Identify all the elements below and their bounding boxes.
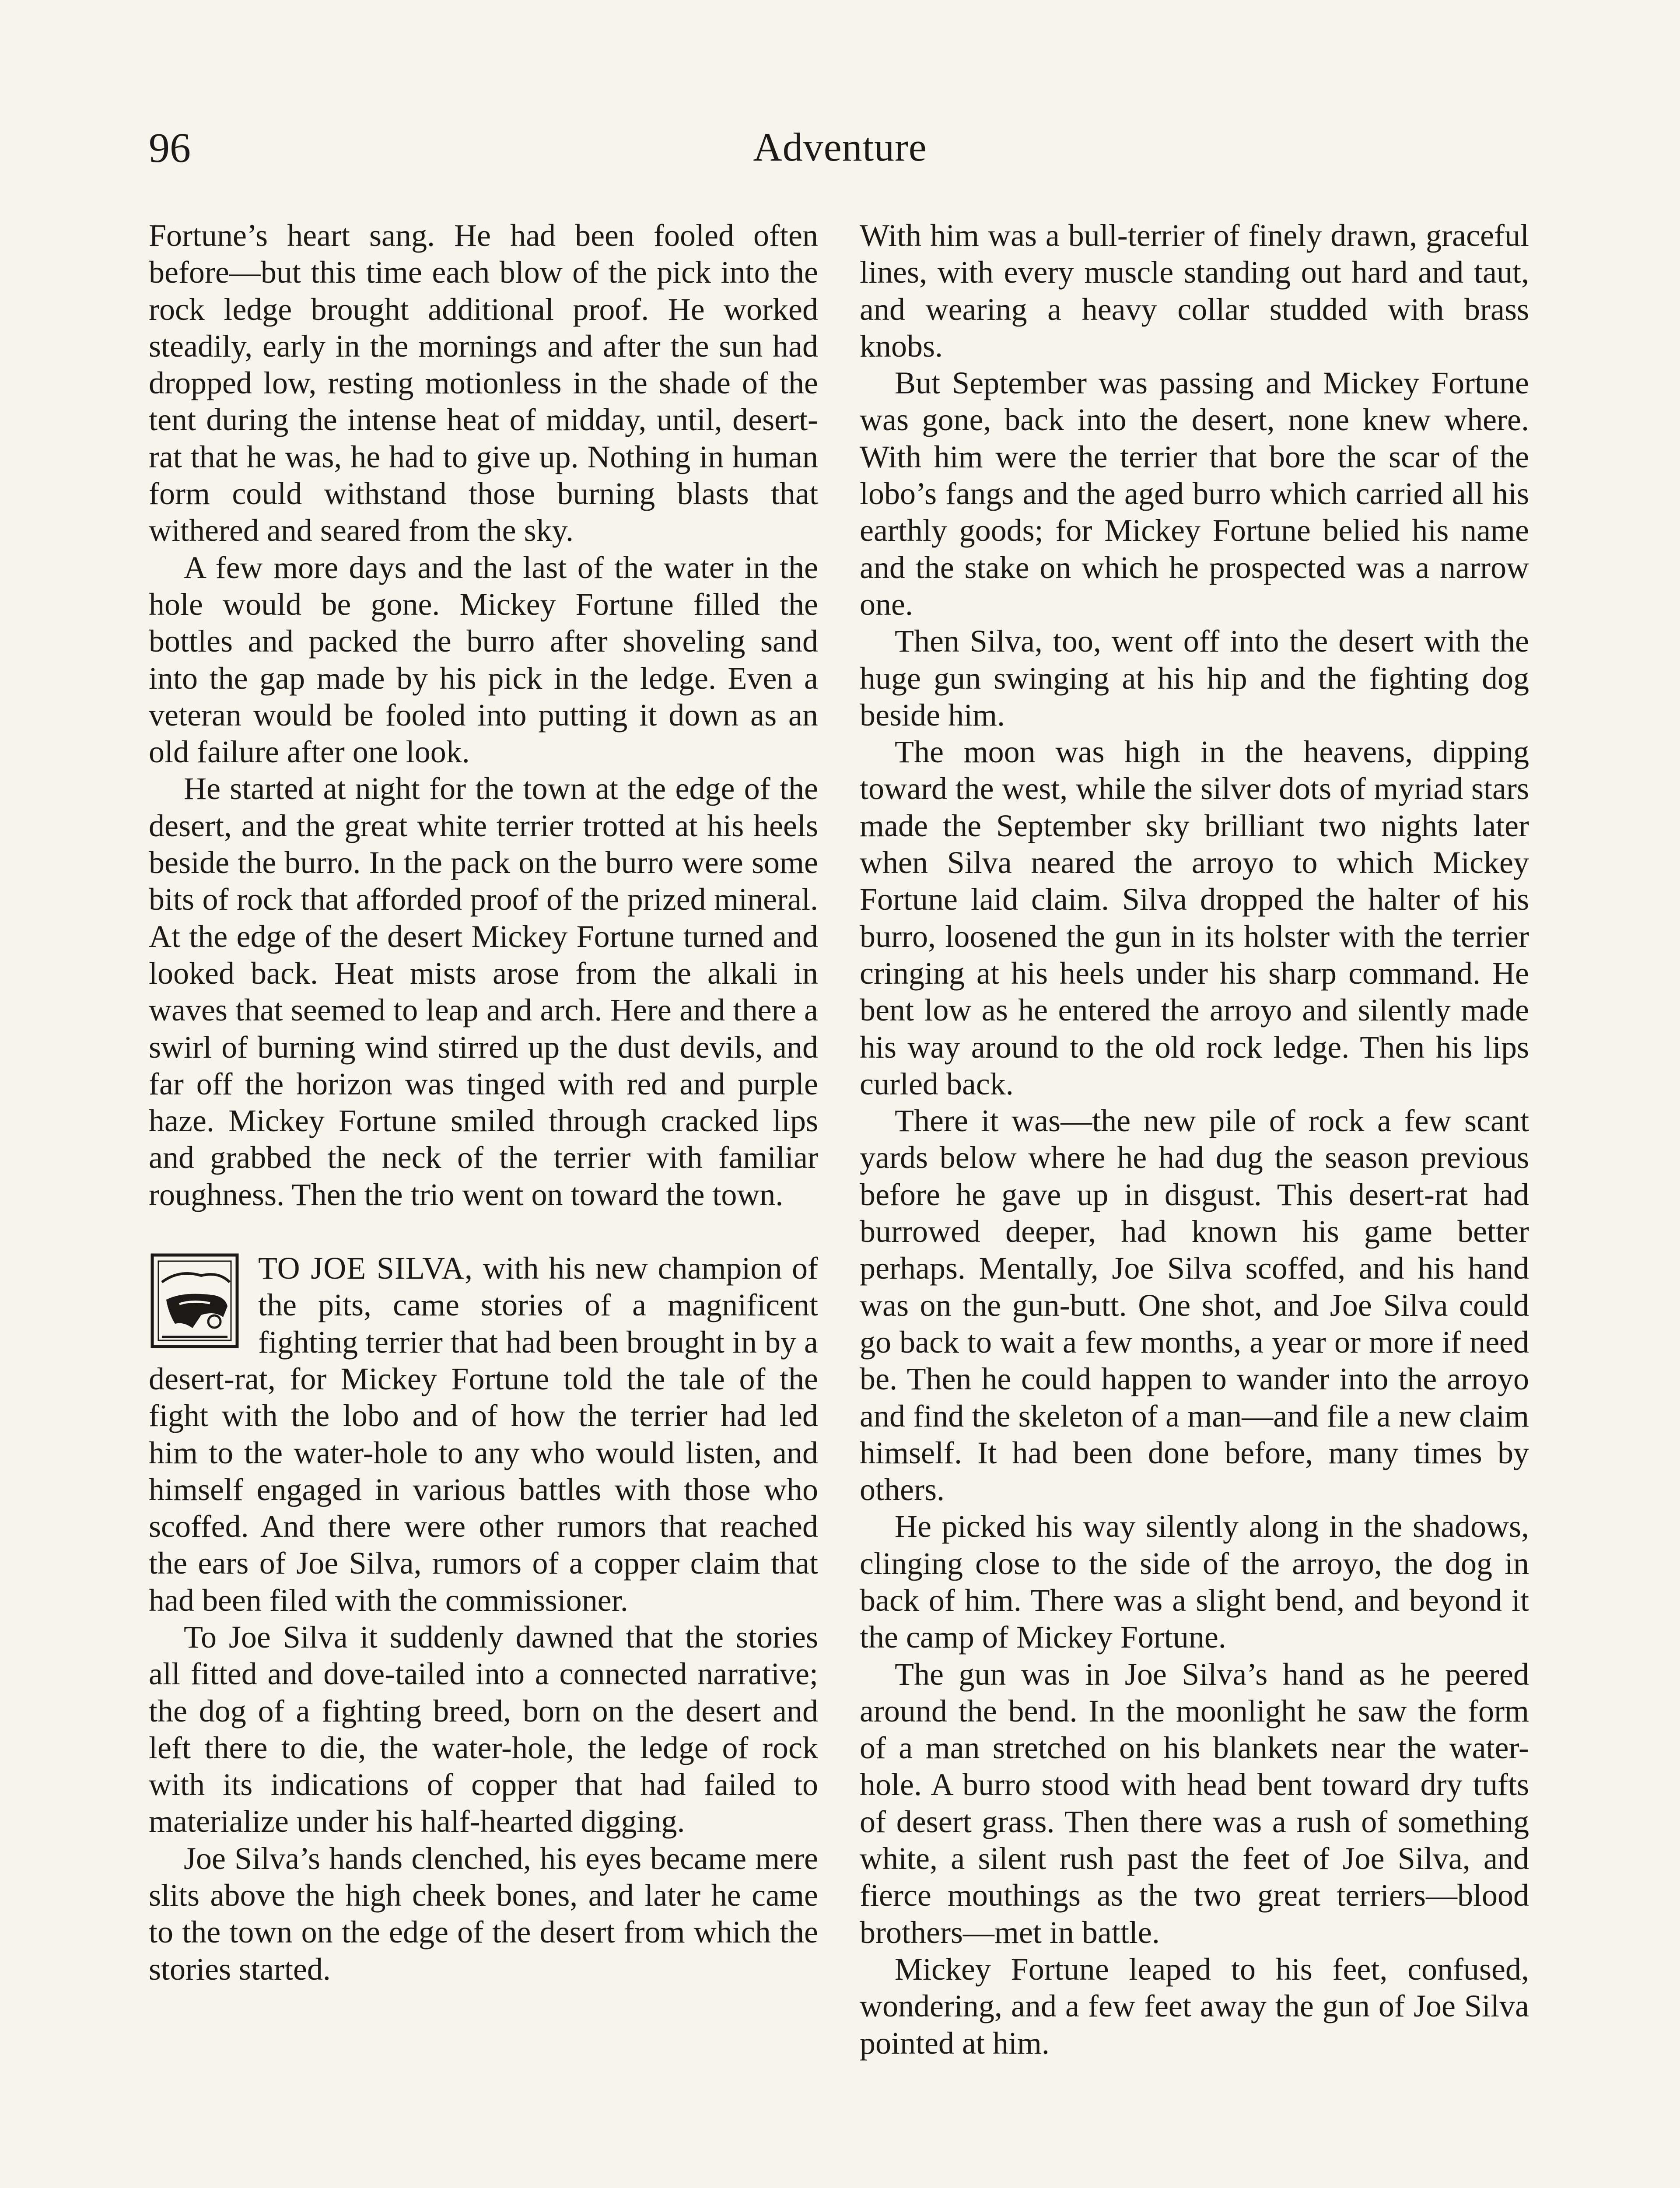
paragraph: Fortune’s heart sang. He had been fooled often before—but this time each blow of the pick into the rock ledge brought additional proof. He worked steadily, early in the mornings and after the sun had dropped low, resting motionless in the shade of the tent during the intense heat of midday, until, desert-rat that he was, he had to give up. Nothing in human form could withstand those burning blasts that withered and seared from the sky. [149,218,818,548]
paragraph: Mickey Fortune leaped to his feet, confused, wondering, and a few feet away the gun of Joe Silva pointed at him. [860,1951,1529,2061]
paragraph: The moon was high in the heavens, dipping toward the west, while the silver dots of myriad stars made the September sky brilliant two nights later when Silva neared the arroyo to which Mickey Fortune laid claim. Silva dropped the halter of his burro, loosened the gun in its holster with the terrier cringing at his heels under his sharp command. He bent low as he entered the arroyo and silently made his way around to the old rock ledge. Then his lips curled back. [860,734,1529,1101]
paragraph: A few more days and the last of the water in the hole would be gone. Mickey Fortune filled the bottles and packed the burro after shoveling sand into the gap made by his pick in the ledge. Even a veteran would be fooled into putting it down as an old failure after one look. [149,550,818,770]
section-start [149,1250,818,1619]
desert-vignette-icon [149,1252,241,1350]
paragraph: With him was a bull-terrier of finely drawn, graceful lines, with every muscle standing out hard and taut, and wearing a heavy collar studded with brass knobs. [860,218,1529,364]
paragraph: He started at night for the town at the edge of the desert, and the great white terrier trotted at his heels beside the burro. In the pack on the burro were some bits of rock that afforded proof of the prized mineral. At the edge of the desert Mickey Fortune turned and looked back. Heat mists arose from the alkali in waves that seemed to leap and arch. Here and there a swirl of burning wind stirred up the dust devils, and far off the horizon was tinged with red and purple haze. Mickey Fortune smiled through cracked lips and grabbed the neck of the terrier with familiar roughness. Then the trio went on toward the town. [149,771,818,1212]
paragraph: Then Silva, too, went off into the desert with the huge gun swinging at his hip and the fighting dog beside him. [860,624,1529,733]
right-column [860,217,1529,2062]
left-column [149,217,818,1988]
paragraph: But September was passing and Mickey Fortune was gone, back into the desert, none knew where. With him were the terrier that bore the scar of the lobo’s fangs and the aged burro which carried all his earthly goods; for Mickey Fortune belied his name and the stake on which he prospected was a narrow one. [860,365,1529,622]
paragraph-text: with his new champion of the pits, came stories of a magnificent fighting terrier that had been brought in by a desert-rat, for Mickey Fortune told the tale of the fight with the lobo and of how the terrier had led him to the water-hole to any who would listen, and himself engaged in various battles with those who scoffed. And there were other rumors that reached the ears of Joe Silva, rumors of a copper claim that had been filed with the commissioner. [149,1251,818,1618]
paragraph: To Joe Silva it suddenly dawned that the stories all fitted and dove-tailed into a connected narrative; the dog of a fighting breed, born on the desert and left there to die, the water-hole, the ledge of rock with its indications of copper that had failed to materialize under his half-hearted digging. [149,1619,818,1839]
paragraph: He picked his way silently along in the shadows, clinging close to the side of the arroyo, the dog in back of him. There was a slight bend, and beyond it the camp of Mickey Fortune. [860,1509,1529,1655]
page-number: 96 [149,124,191,171]
paragraph: There it was—the new pile of rock a few scant yards below where he had dug the season previous before he gave up in disgust. This desert-rat had burrowed deeper, had known his game better perhaps. Mentally, Joe Silva scoffed, and his hand was on the gun-butt. One shot, and Joe Silva could go back to wait a few months, a year or more if need be. Then he could happen to wander into the arroyo and find the skeleton of a man—and file a new claim himself. It had been done before, many times by others. [860,1103,1529,1508]
paragraph: Joe Silva’s hands clenched, his eyes became mere slits above the high cheek bones, and later he came to the town on the edge of the desert from which the stories started. [149,1841,818,1987]
running-head: Adventure [753,125,927,169]
section-lead: TO JOE SILVA, [258,1251,473,1286]
paragraph [149,1250,818,1619]
paragraph: The gun was in Joe Silva’s hand as he peered around the bend. In the moonlight he saw the form of a man stretched on his blankets near the water-hole. A burro stood with head bent toward dry tufts of desert grass. Then there was a rush of something white, a silent rush past the feet of Joe Silva, and fierce mouthings as the two great terriers—blood brothers—met in battle. [860,1656,1529,1950]
